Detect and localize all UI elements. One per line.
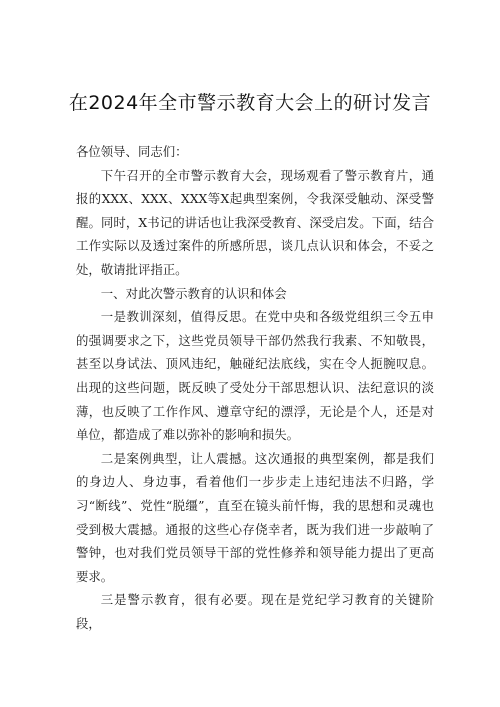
paragraph-point-2: 二是案例典型，让人震撼。这次通报的典型案例，都是我们的身边人、身边事，看着他们一步步走上违纪违法不归路，学习“断线”、党性“脱缰”，直至在镜头前忏悔，我的思想和灵魂也受到极大震撼。通报的这些心存侥幸者，既为我们进一步敲响了警钟，也对我们党员领导干部的党性修养和领导能力提出了更高要求。 xyxy=(76,450,434,584)
paragraph-point-3: 三是警示教育，很有必要。现在是党纪学习教育的关键阶段， xyxy=(76,592,434,631)
salutation: 各位领导、同志们： xyxy=(76,144,188,159)
paragraph-point-1: 一是教训深刻，值得反思。在党中央和各级党组织三令五申的强调要求之下，这些党员领导干部仍然我行我素、不知敬畏，甚至以身试法、顶风违纪，触碰纪法底线，实在令人扼腕叹息。出现的这些问题，既反映了受处分干部思想认识、法纪意识的淡薄，也反映了工作作风、遵章守纪的漂浮，无论是个人，还是对单位，都造成了难以弥补的影响和损失。 xyxy=(76,309,434,443)
document-body xyxy=(76,140,434,635)
paragraph-intro: 下午召开的全市警示教育大会，现场观看了警示教育片，通报的XXX、XXX、XXX等X起典型案例，令我深受触动、深受警醒。同时，X书记的讲话也让我深受教育、深受启发。下面，结合工作实际以及透过案件的所感所思，谈几点认识和体会，不妥之处，敬请批评指正。 xyxy=(76,167,434,277)
document-title: 在2024年全市警示教育大会上的研讨发言 xyxy=(68,92,432,114)
section-heading: 一、对此次警示教育的认识和体会 xyxy=(100,285,287,301)
